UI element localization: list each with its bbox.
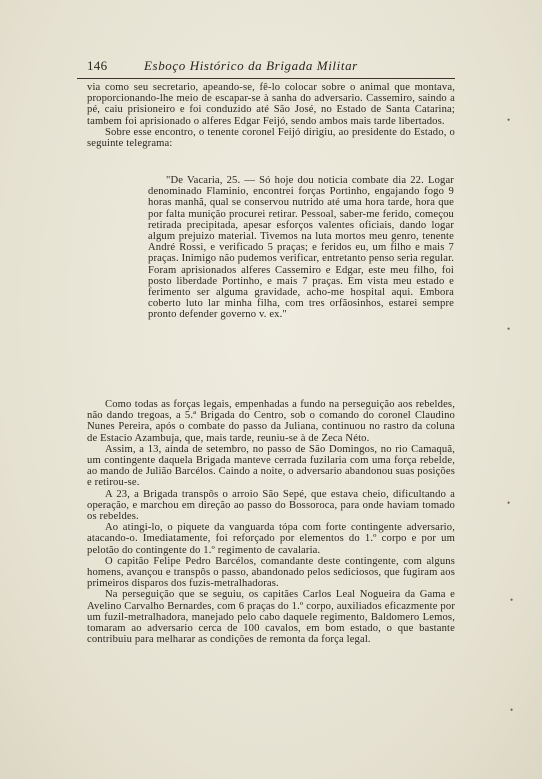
page-number: 146 — [87, 58, 108, 73]
margin-mark: • — [510, 595, 514, 605]
paragraph: Ao atingi-lo, o piquete da vanguarda tópa com forte contingente adversario, atacando-o. Imediatamente, foi reforçado por elementos do 1.º corpo e por um pelotão do contingente do 1.º regimento de cavalaria. — [87, 522, 455, 556]
narrative-paragraphs — [87, 399, 455, 645]
paragraph: A 23, a Brigada transpôs o arroio São Sepé, que estava cheio, dificultando a operação, e marchou em direção ao passo do Bossoroca, para onde haviam tomado os rebeldes. — [87, 488, 455, 523]
telegram-text: "De Vacaria, 25. — Só hoje dou noticia combate dia 22. Logar denominado Flaminio, encontrei forças Portinho, engajando fogo 9 horas manhã, qual se conservou nutrido até uma hora tarde, hora que por falta munição procurei retirar. Pessoal, saber-me ferido, começou retirada precipitada, apesar esforços valentes oficiais, dando logar algum prejuizo material. Tivemos na luta mortos meu genro, tenente André Rossi, e verificado 5 praças; e feridos eu, um filho e mais 7 praças. Inimigo não pudemos verificar, entretanto penso seria regular. Foram aprisionados alferes Cassemiro e Edgar, este meu filho, foi posto liberdade Portinho, e mais 7 praças. Em vista meu estado e ferimento ser alguma gravidade, acho-me hospital aqui. Embora coberto luto lar minha filha, com tres orfãosinhos, estarei sempre pronto defender governo v. ex." — [148, 175, 454, 321]
margin-mark: • — [507, 115, 511, 125]
telegram-quote — [148, 175, 454, 321]
paragraph: Na perseguição que se seguiu, os capitães Carlos Leal Nogueira da Gama e Avelino Carvalho Bernardes, com 6 praças do 1.º corpo, auxiliados eficazmente por um fuzil-metralhadora, manejado pelo cabo daquele regimento, Baldomero Lemos, tomaram ao adversario cerca de 100 cavalos, em bom estado, o que bastante contribuiu para melharar as condições de remonta da força legal. — [87, 589, 455, 646]
paragraph: O capitão Felipe Pedro Barcélos, comandante deste contingente, com alguns homens, avançou e transpôs o passo, abandonado pelos sediciosos, que fugiram aos primeiros disparos dos fuzis-metralhadoras. — [87, 555, 455, 590]
opening-paragraphs — [87, 82, 455, 149]
margin-mark: • — [507, 324, 511, 334]
paragraph: Como todas as forças legais, empenhadas a fundo na perseguição aos rebeldes, não dando tregoas, a 5.ª Brigada do Centro, sob o comando do coronel Claudino Nunes Pereira, após o combate do passo da Juliana, continuou no rastro da coluna de Estacio Azambuja, que, mais tarde, reuniu-se à de Zeca Néto. — [87, 399, 455, 444]
running-title: Esboço Histórico da Brigada Militar — [144, 58, 358, 73]
paragraph: Assim, a 13, ainda de setembro, no passo de São Domingos, no rio Camaquã, um contingente daquela Brigada manteve cerrada fuzilaria com uma força rebelde, ao mando de Julião Barcélos. Caindo a noite, o adversario abandonou suas posições e retirou-se. — [87, 443, 455, 489]
page-header — [77, 56, 455, 79]
margin-mark: • — [510, 705, 514, 715]
margin-mark: • — [507, 498, 511, 508]
paragraph: via como seu secretario, apeando-se, fê-lo colocar sobre o animal que montava, proporcionando-lhe meio de escapar-se à sanha do adversario. Cassemiro, saindo a pé, caiu prisioneiro e foi conduzido até São José, no Estado de Santa Catarina; tambem foi aprisionado o alferes Edgar Feijó, sendo ambos mais tarde libertados. — [87, 82, 455, 127]
paragraph: Sobre esse encontro, o tenente coronel Feijó dirigiu, ao presidente do Estado, o seguinte telegrama: — [87, 126, 455, 150]
